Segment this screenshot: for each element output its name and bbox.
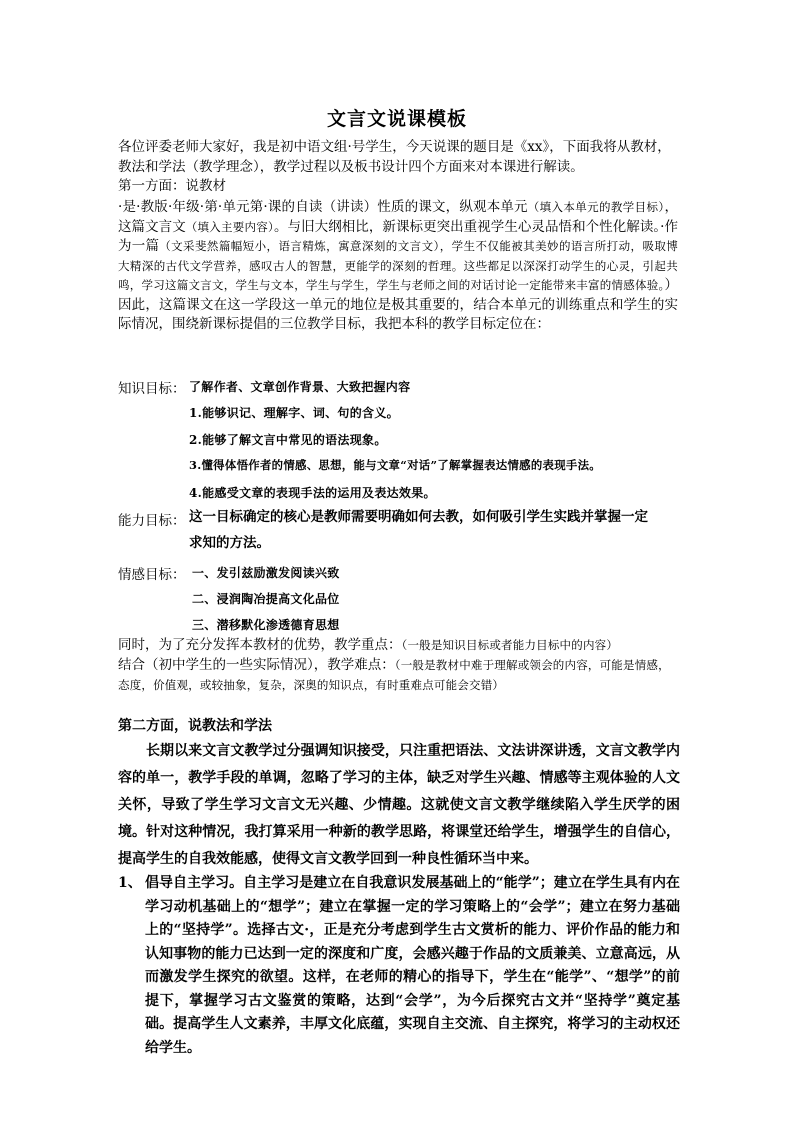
- knowledge-item: 3.懂得体悟作者的情感、思想，能与文章“对话”了解掌握表达情感的表现手法。: [189, 458, 601, 472]
- textbook-info: ·是·教版·年级·第·单元第·课的自读（讲读）性质的课文，纵观本单元: [118, 199, 528, 215]
- emotion-item: 一、发引兹励激发阅读兴致: [192, 566, 340, 580]
- emotion-label: 情感目标：: [118, 567, 186, 583]
- document-title: 文言文说课模板: [326, 108, 467, 130]
- content-hint: （填入主要内容）: [185, 219, 274, 234]
- focus-text: 同时，为了充分发挥本教材的优势，教学重点：: [118, 637, 402, 653]
- section1-paragraph: [118, 198, 678, 335]
- section1-heading: 第一方面：说教材: [118, 178, 226, 194]
- section2-heading: 第二方面，说教法和学法: [118, 718, 272, 734]
- knowledge-item: 4.能感受文章的表现手法的运用及表达效果。: [189, 486, 436, 500]
- focus-hint: （一般是知识目标或者能力目标中的内容）: [401, 638, 619, 652]
- knowledge-item: 了解作者、文章创作背景、大致把握内容: [189, 380, 411, 394]
- list-item-number: 1、: [118, 875, 142, 891]
- text-connector: ，这篇文言文: [118, 199, 678, 235]
- teaching-difficulty: [118, 656, 678, 695]
- emotion-item: 三、潜移默化渗透德育思想: [192, 618, 340, 632]
- difficulty-hint: （一般是教材中难于理解或领会的内容，可能是情感，态度，价值观，或较抽象，复杂，深奥的知识点，有时重难点可能会交错）: [118, 658, 670, 692]
- syllabus-text: 。与旧大纲相比，新课标更突出重视学生心灵品悟和个性化解读。·作为一篇: [118, 218, 679, 254]
- section2-body: [118, 738, 680, 873]
- ability-text-line2: 求知的方法。: [189, 535, 270, 551]
- section2-paragraph: 长期以来文言文教学过分强调知识接受，只注重把语法、文法讲深讲透，文言文教学内容的单一，教学手段的单调，忽略了学习的主体，缺乏对学生兴趣、情感等主观体验的人文关怀，导致了学生学习文言文无兴趣、少情趣。这就使文言文教学继续陷入学生厌学的困境。针对这种情况，我打算采用一种新的教学思路，将课堂还给学生，增强学生的自信心，提高学生的自我效能感，使得文言文教学回到一种良性循环当中来。: [118, 743, 680, 867]
- knowledge-item: 2.能够了解文言中常见的语法现象。: [189, 433, 387, 447]
- position-text: ）因此，这篇课文在这一学段这一单元的地位是极其重要的，结合本单元的训练重点和学生的实际情况，围绕新课标提倡的三位教学目标，我把本科的教学目标定位在：: [118, 277, 678, 332]
- ability-text-line1: 这一目标确定的核心是教师需要明确如何去教，如何吸引学生实践并掌握一定: [189, 509, 648, 525]
- ability-label: 能力目标：: [118, 513, 186, 529]
- emotion-item: 二、浸润陶冶提高文化品位: [192, 592, 340, 606]
- difficulty-text: 结合（初中学生的一些实际情况），教学难点：: [118, 657, 395, 673]
- text-features-hint: （文采斐然篇幅短小，语言精炼，寓意深刻的文言文），学生不仅能被其美妙的语言所打动，吸取博大精深的古代文学营养，感叹古人的智慧，更能学的深刻的哲理。这些都足以深深打动学生的心灵，引起共鸣，学习这篇文言文，学生与文本，学生与学生，学生与老师之间的对话讨论一定能带来丰富的情感体验。: [118, 239, 679, 292]
- list-item-text: 倡导自主学习。自主学习是建立在自我意识发展基础上的“能学”；建立在学生具有内在学习动机基础上的“想学”；建立在掌握一定的学习策略上的“会学”；建立在努力基础上的“坚持学”。选择古文·，正是充分考虑到学生古文赏析的能力、评价作品的能力和认知事物的能力已达到一定的深度和广度，会感兴趣于作品的文质兼美、立意高远，从而激发学生探究的欲望。这样，在老师的精心的指导下，学生在“能学”、“想学”的前提下，掌握学习古文鉴赏的策略，达到“会学”，为今后探究古文并“坚持学”奠定基础。提高学生人文素养，丰厚文化底蕴，实现自主交流、自主探究，将学习的主动权还给学生。: [145, 875, 680, 1056]
- intro-paragraph: 各位评委老师大家好，我是初中语文组·号学生，今天说课的题目是《xx》，下面我将从教材，教法和学法（教学理念），教学过程以及板书设计四个方面来对本课进行解读。: [118, 139, 671, 175]
- list-item: [118, 872, 680, 1060]
- teaching-focus: [118, 636, 678, 656]
- knowledge-label: 知识目标：: [118, 381, 186, 397]
- knowledge-item: 1.能够识记、理解字、词、句的含义。: [189, 406, 399, 420]
- unit-goal-hint: （填入本单元的教学目标）: [527, 200, 665, 214]
